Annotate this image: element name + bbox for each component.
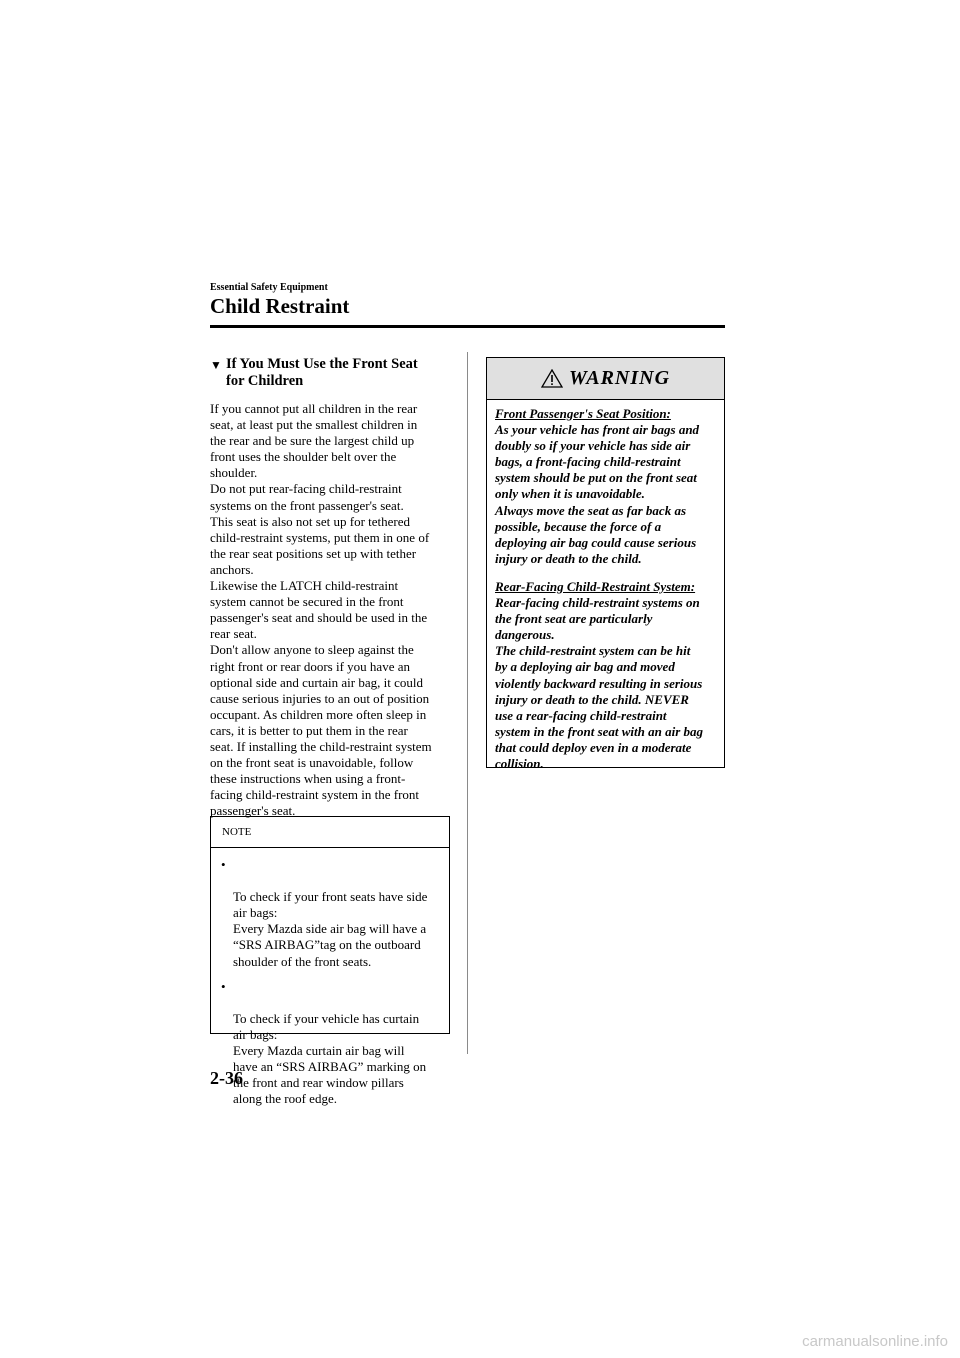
subheading-text: If You Must Use the Front Seat for Children bbox=[226, 356, 418, 389]
bullet-icon: • bbox=[221, 857, 226, 872]
warning-section-heading: Rear-Facing Child-Restraint System: bbox=[495, 578, 696, 594]
subheading bbox=[210, 356, 452, 390]
warning-section-text: As your vehicle has front air bags and doubly so if your vehicle has side air bags, a front-facing child-restraint system should be put on the front seat only when it is unavoidable. Always move the seat as far back as possible, because the force of a deploying air bag could cause serious injury or death to the child. bbox=[495, 422, 700, 566]
column-divider bbox=[467, 352, 468, 1054]
warning-triangle-icon bbox=[541, 369, 563, 388]
warning-box bbox=[486, 357, 725, 771]
left-column bbox=[210, 356, 452, 819]
warning-header bbox=[487, 358, 724, 400]
bullet-icon: • bbox=[221, 978, 226, 994]
warning-title: WARNING bbox=[568, 367, 671, 389]
body-text: If you cannot put all children in the rear seat, at least put the smallest children in the rear and be sure the largest child up front uses the shoulder belt over the shoulder. Do not put rear-facing child-restraint systems on the front passenger's seat. This seat is also not set up for tethered child-restraint systems, put them in one of the rear seat positions set up with tether anchors. Likewise the LATCH child-restraint system cannot be secured in the front passenger's seat and should be used in the rear seat. Don't allow anyone to sleep against the right front or rear doors if you have an optional side and curtain air bag, it could cause serious injuries to an out of position occupant. As children more often sleep in cars, it is better to put them in the rear seat. If installing the child-restraint system on the front seat is unavoidable, follow these instructions when using a front- facing child-restraint system in the front passenger's seat. bbox=[210, 401, 432, 819]
page-title: Child Restraint bbox=[210, 294, 350, 318]
note-item bbox=[211, 857, 445, 970]
watermark: carmanualsonline.info bbox=[802, 1333, 948, 1350]
warning-section-heading: Front Passenger's Seat Position: bbox=[495, 406, 671, 421]
section-label: Essential Safety Equipment bbox=[210, 282, 328, 293]
triangle-marker-icon: ▼ bbox=[210, 358, 222, 372]
warning-section-text: Rear-facing child-restraint systems on the front seat are particularly dangerous. The child-restraint system can be hit by a deploying air bag and moved violently backward resulting in serious injury or death to the child. NEVER use a rear-facing child-restraint system in the front seat with an air bag that could deploy even in a moderate collision. bbox=[495, 595, 704, 771]
note-item-text: To check if your vehicle has curtain air bags: Every Mazda curtain air bag will have an “SRS AIRBAG” marking on the front and rear window pillars along the roof edge. bbox=[233, 1010, 427, 1107]
warning-body bbox=[487, 400, 724, 772]
note-title: NOTE bbox=[211, 817, 449, 848]
title-rule bbox=[210, 325, 725, 328]
note-item bbox=[211, 979, 445, 1108]
page-number: 2-36 bbox=[210, 1068, 243, 1088]
note-item-text: To check if your front seats have side air bags: Every Mazda side air bag will have a “SRS AIRBAG”tag on the outboard shoulder of the front seats. bbox=[233, 889, 428, 969]
